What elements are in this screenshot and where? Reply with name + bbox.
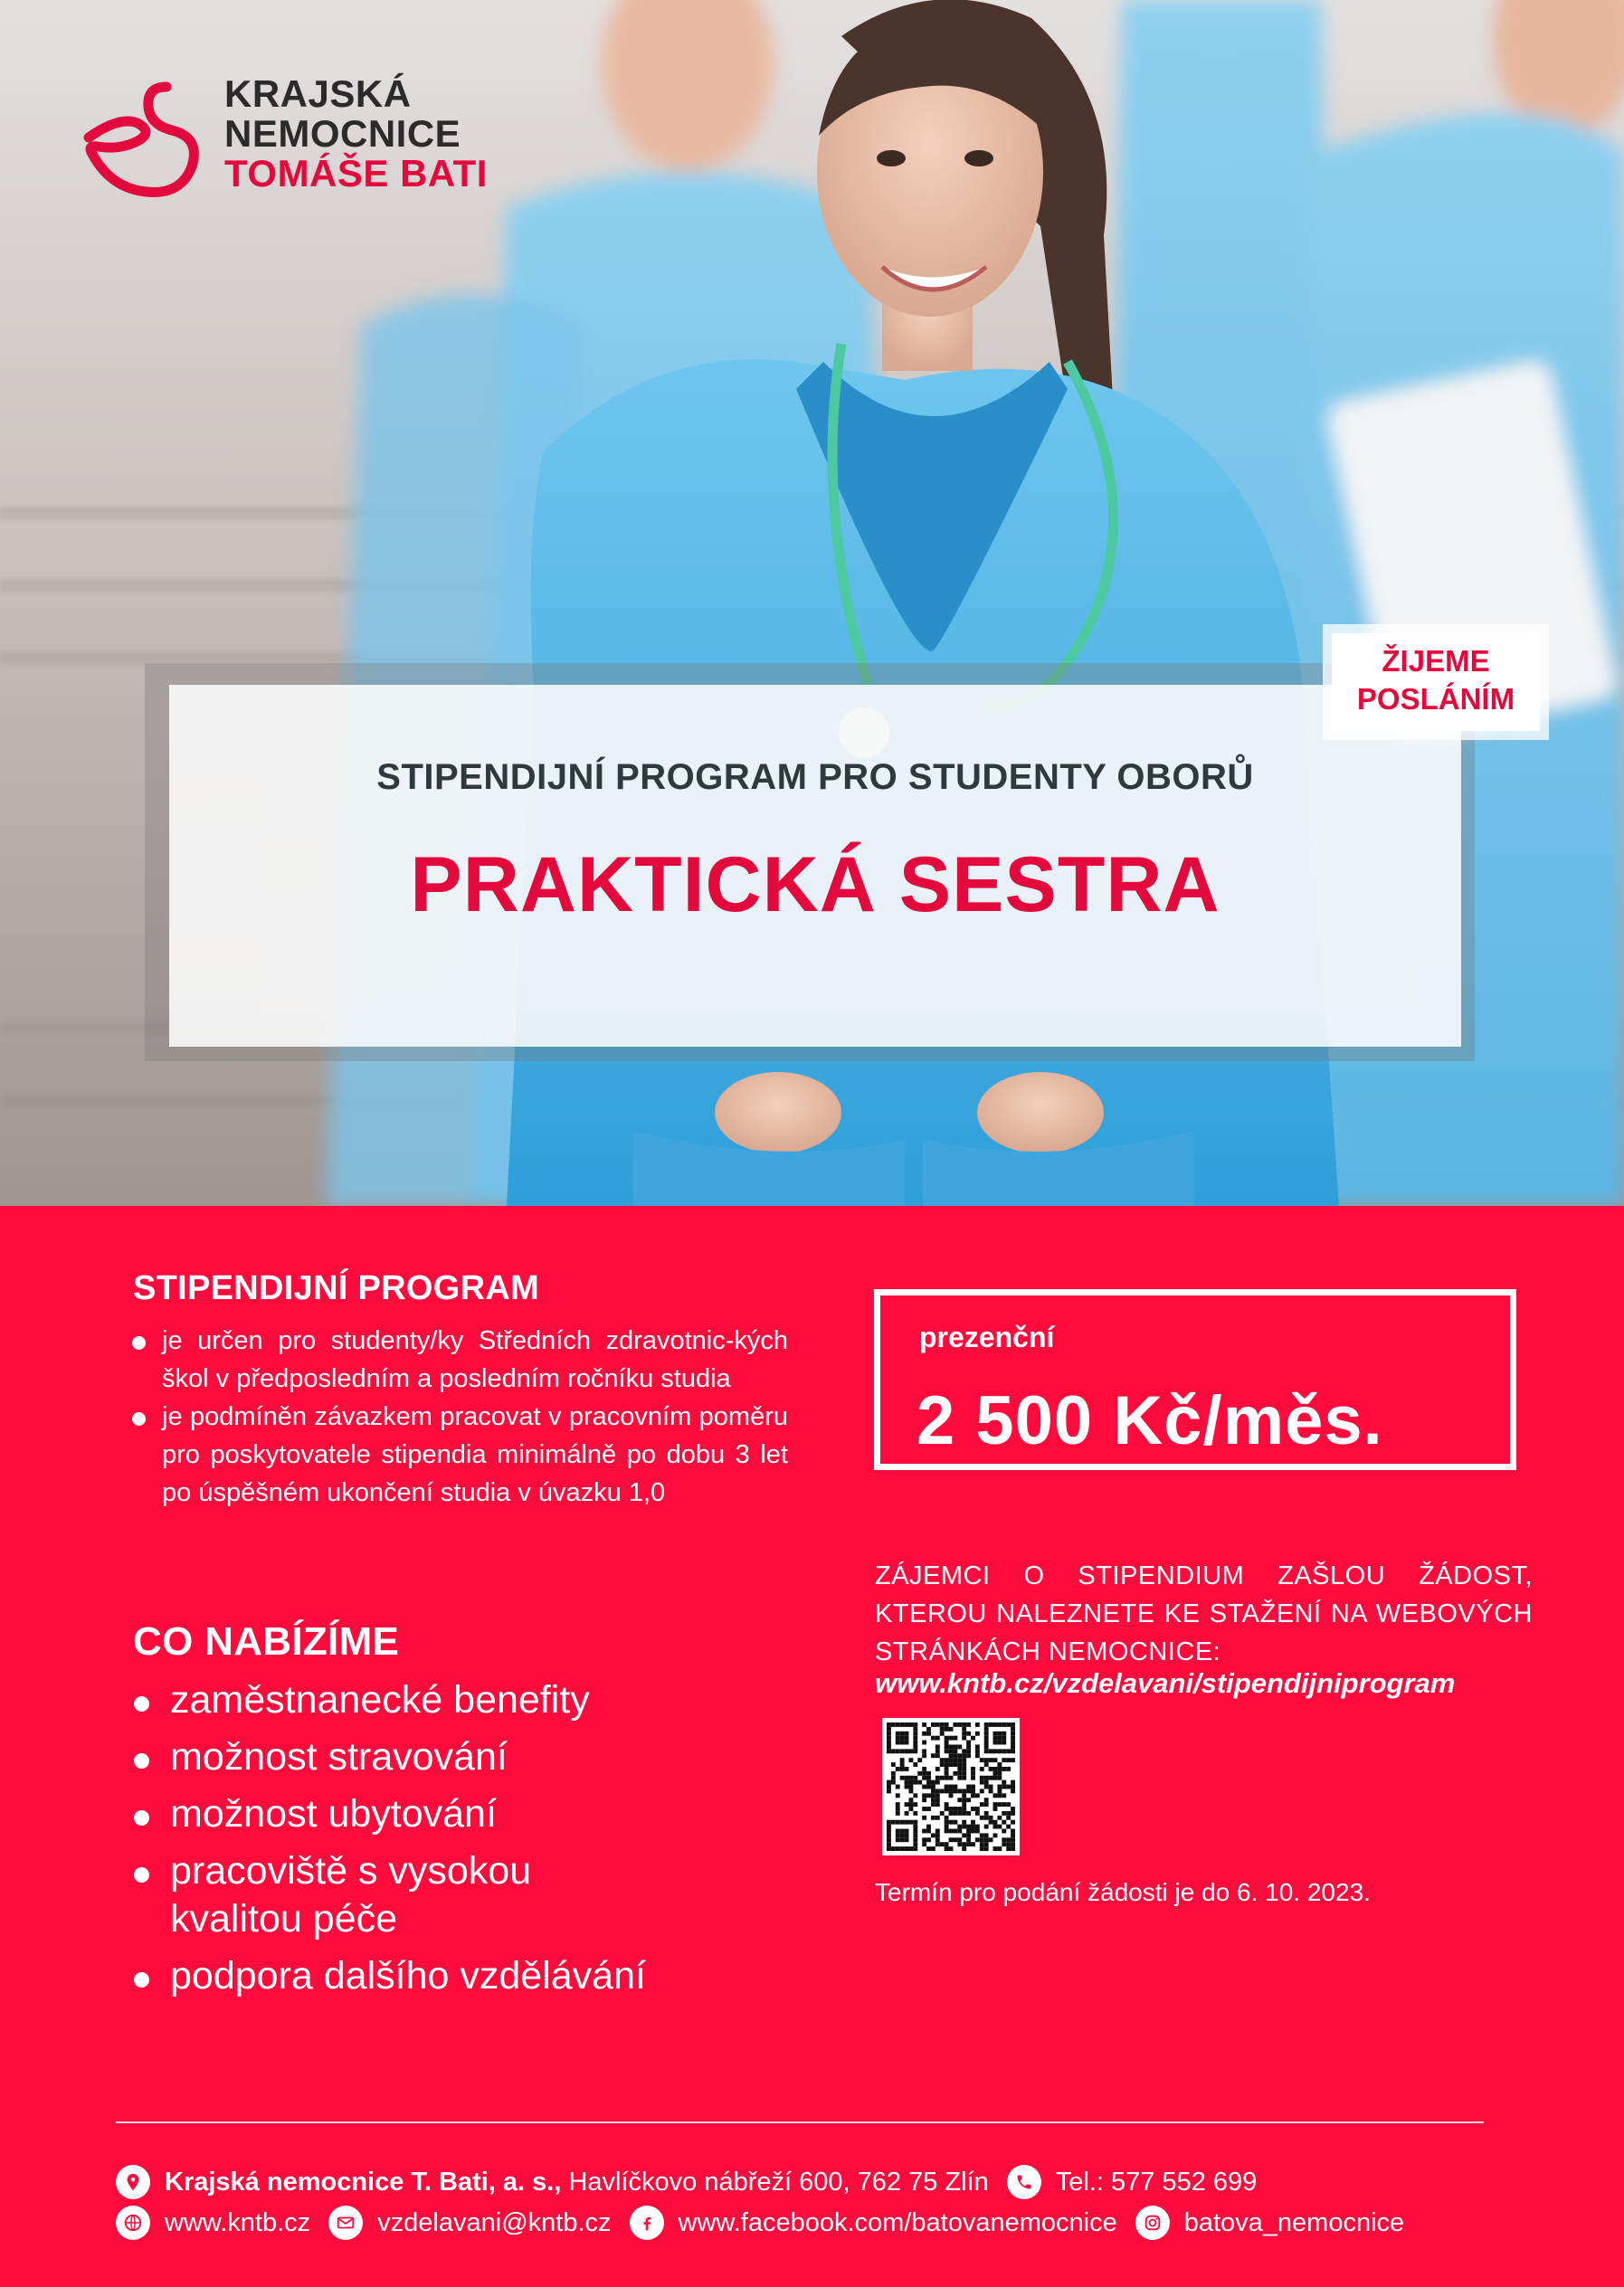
logo-ribbon-icon xyxy=(83,81,210,199)
list-item: je podmíněn závazkem pracovat v pracovním poměru pro poskytovatele stipendia minimálně po dobu 3 let po úspěšném ukončení studia v úvazku 1,0 xyxy=(129,1398,788,1512)
bullet-icon xyxy=(134,1972,149,1988)
hospital-logo[interactable] xyxy=(83,74,518,210)
footer-org-name: Krajská nemocnice T. Bati, a. s., xyxy=(165,2167,562,2197)
qr-code[interactable] xyxy=(882,1718,1020,1855)
footer-facebook-text: www.facebook.com/batovanemocnice xyxy=(678,2207,1117,2237)
globe-icon xyxy=(116,2206,150,2240)
bullet-icon xyxy=(132,1336,146,1350)
stipend-amount-box xyxy=(874,1289,1516,1470)
offer-heading: CO NABÍZÍME xyxy=(133,1619,400,1664)
logo-line-3: TOMÁŠE BATI xyxy=(224,152,488,195)
footer-email-text: vzdelavani@kntb.cz xyxy=(377,2207,612,2237)
footer-contact-row xyxy=(116,2165,1275,2199)
program-conditions-list xyxy=(129,1322,788,1512)
location-pin-icon xyxy=(116,2165,150,2199)
divider xyxy=(116,2121,1484,2123)
logo-line-2: NEMOCNICE xyxy=(224,112,461,155)
study-mode-label: prezenční xyxy=(919,1321,1055,1353)
bullet-icon xyxy=(134,1696,149,1712)
list-item: podpora dalšího vzdělávání xyxy=(129,1952,817,2000)
info-section xyxy=(0,1206,1624,2287)
email-icon xyxy=(328,2206,363,2240)
bullet-icon xyxy=(134,1810,149,1826)
footer-facebook[interactable] xyxy=(630,2206,1117,2240)
list-item: pracoviště s vysokou kvalitou péče xyxy=(129,1847,600,1943)
footer-web[interactable] xyxy=(116,2206,310,2240)
list-item: je určen pro studenty/ky Středních zdravotnic-kých škol v předposledním a posledním ročníku studia xyxy=(129,1322,788,1398)
facebook-icon xyxy=(630,2206,664,2240)
program-heading: STIPENDIJNÍ PROGRAM xyxy=(133,1269,540,1307)
program-subtitle: STIPENDIJNÍ PROGRAM PRO STUDENTY OBORŮ xyxy=(376,757,1254,797)
footer-phone-text: Tel.: 577 552 699 xyxy=(1055,2167,1258,2197)
application-link[interactable]: www.kntb.cz/vzdelavani/stipendijniprogram xyxy=(875,1667,1456,1699)
logo-line-1: KRAJSKÁ xyxy=(224,72,412,115)
footer-instagram-text: batova_nemocnice xyxy=(1183,2207,1405,2237)
phone-icon xyxy=(1007,2165,1041,2199)
motto-line-2: POSLÁNÍM xyxy=(1356,682,1515,716)
application-instructions: ZÁJEMCI O STIPENDIUM ZAŠLOU ŽÁDOST, KTEROU NALEZNETE KE STAŽENÍ NA WEBOVÝCH STRÁNKÁCH NEMOCNICE: xyxy=(875,1561,1533,1666)
motto-badge xyxy=(1323,624,1549,740)
footer-links-row xyxy=(116,2206,1422,2240)
footer-address xyxy=(116,2165,989,2199)
motto-line-1: ŽIJEME xyxy=(1382,644,1490,678)
footer-instagram[interactable] xyxy=(1135,2206,1404,2240)
instagram-icon xyxy=(1135,2206,1170,2240)
list-item: možnost stravování xyxy=(129,1733,817,1781)
qr-code-icon xyxy=(887,1722,1015,1851)
offer-list xyxy=(129,1676,817,2009)
title-panel xyxy=(169,685,1461,1047)
footer-address-text: Havlíčkovo nábřeží 600, 762 75 Zlín xyxy=(568,2167,989,2197)
footer-phone[interactable] xyxy=(1007,2165,1258,2199)
bullet-icon xyxy=(134,1867,149,1883)
footer-web-text: www.kntb.cz xyxy=(165,2207,311,2237)
bullet-icon xyxy=(134,1753,149,1769)
list-item: možnost ubytování xyxy=(129,1790,817,1838)
page-title: PRAKTICKÁ SESTRA xyxy=(410,841,1220,928)
list-item: zaměstnanecké benefity xyxy=(129,1676,817,1724)
bullet-icon xyxy=(132,1412,146,1426)
application-deadline: Termín pro podání žádosti je do 6. 10. 2023. xyxy=(875,1878,1371,1906)
footer-email[interactable] xyxy=(328,2206,611,2240)
stipend-amount: 2 500 Kč/měs. xyxy=(916,1382,1383,1459)
